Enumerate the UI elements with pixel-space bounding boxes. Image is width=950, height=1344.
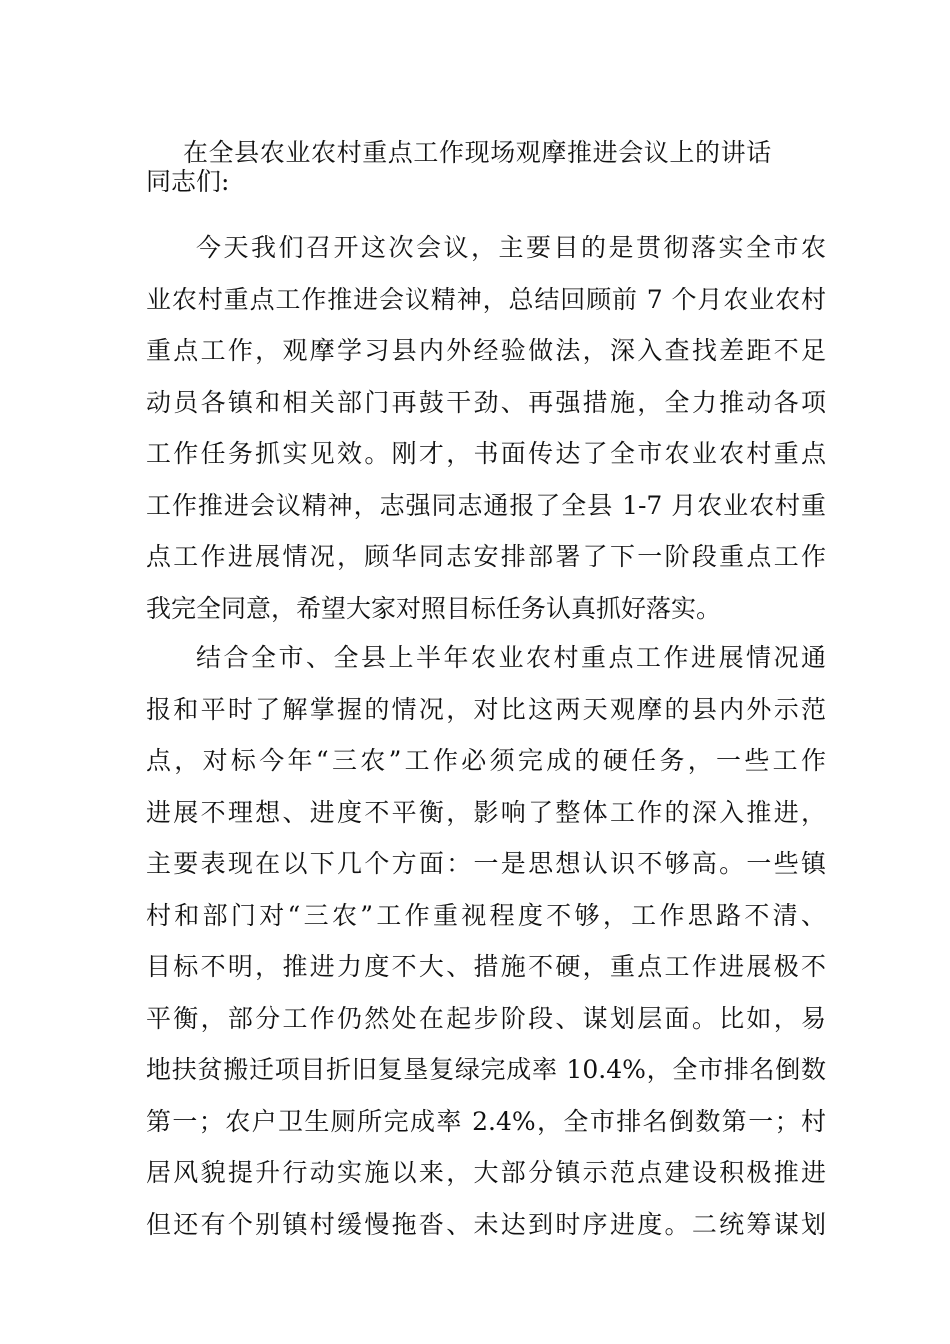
paragraph-2 xyxy=(146,632,826,1250)
paragraph-line: 但还有个别镇村缓慢拖沓、未达到时序进度。二统筹谋划 xyxy=(146,1209,826,1239)
paragraph-line: 我完全同意，希望大家对照目标任务认真抓好落实。 xyxy=(146,593,722,623)
paragraph-line: 进展不理想、进度不平衡，影响了整体工作的深入推进， xyxy=(146,797,826,827)
paragraph-line: 重点工作，观摩学习县内外经验做法，深入查找差距不足 xyxy=(146,336,826,365)
paragraph-line: 结合全市、全县上半年农业农村重点工作进展情况通 xyxy=(196,643,826,672)
paragraph-line: 村和部门对“三农”工作重视程度不够，工作思路不清、 xyxy=(146,900,826,930)
paragraph-1 xyxy=(146,222,826,634)
paragraph-line: 第一；农户卫生厕所完成率 2.4%，全市排名倒数第一；村 xyxy=(146,1106,826,1136)
paragraph-line: 报和平时了解掌握的情况，对比这两天观摩的县内外示范 xyxy=(146,694,826,724)
paragraph-line: 目标不明，推进力度不大、措施不硬，重点工作进展极不 xyxy=(146,952,826,981)
salutation: 同志们: xyxy=(146,167,230,196)
paragraph-line: 平衡，部分工作仍然处在起步阶段、谋划层面。比如，易 xyxy=(146,1003,826,1033)
paragraph-line: 业农村重点工作推进会议精神，总结回顾前 7 个月农业农村 xyxy=(146,284,826,314)
paragraph-line: 主要表现在以下几个方面：一是思想认识不够高。一些镇 xyxy=(146,849,826,878)
paragraph-line: 工作推进会议精神，志强同志通报了全县 1-7 月农业农村重 xyxy=(146,490,826,520)
document-title: 在全县农业农村重点工作现场观摩推进会议上的讲话 xyxy=(183,138,772,167)
paragraph-line: 点，对标今年“三农”工作必须完成的硬任务，一些工作 xyxy=(146,746,826,775)
paragraph-line: 点工作进展情况，顾华同志安排部署了下一阶段重点工作 xyxy=(146,542,826,571)
paragraph-line: 居风貌提升行动实施以来，大部分镇示范点建设积极推进 xyxy=(146,1158,826,1187)
paragraph-line: 动员各镇和相关部门再鼓干劲、再强措施，全力推动各项 xyxy=(146,387,826,417)
paragraph-line: 地扶贫搬迁项目折旧复垦复绿完成率 10.4%，全市排名倒数 xyxy=(146,1055,826,1084)
paragraph-line: 今天我们召开这次会议，主要目的是贯彻落实全市农 xyxy=(196,233,826,262)
paragraph-line: 工作任务抓实见效。刚才，书面传达了全市农业农村重点 xyxy=(146,439,826,468)
